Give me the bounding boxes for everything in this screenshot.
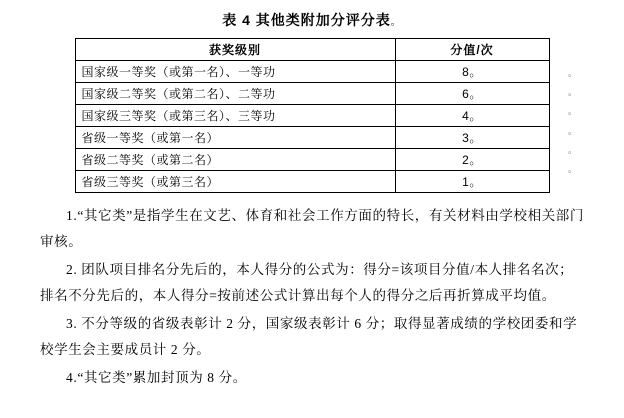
column-header-value: 分值/次 bbox=[395, 39, 549, 61]
cell-category: 省级二等奖（或第二名） bbox=[75, 149, 395, 171]
cell-value: 2。 bbox=[395, 149, 549, 171]
paragraph-4 bbox=[40, 365, 584, 391]
cell-category: 国家级三等奖（或第三名）、三等功 bbox=[75, 105, 395, 127]
body-text bbox=[40, 203, 584, 391]
cell-value: 3。 bbox=[395, 127, 549, 149]
table-row bbox=[75, 61, 549, 83]
cell-value: 8。 bbox=[395, 61, 549, 83]
cell-category: 省级一等奖（或第一名） bbox=[75, 127, 395, 149]
table-header-row bbox=[75, 39, 549, 61]
cell-value: 1。 bbox=[395, 171, 549, 193]
paragraph-3 bbox=[40, 311, 584, 363]
cell-category: 省级三等奖（或第三名） bbox=[75, 171, 395, 193]
table-row bbox=[75, 105, 549, 127]
table-body bbox=[75, 61, 549, 193]
edge-mark: 。 bbox=[568, 68, 578, 78]
scan-edge-marks bbox=[568, 64, 578, 179]
edge-mark: 。 bbox=[568, 164, 578, 175]
table-row bbox=[75, 149, 549, 171]
table-row bbox=[75, 171, 549, 193]
edge-mark: 。 bbox=[568, 144, 578, 155]
paragraph-2 bbox=[40, 257, 584, 309]
table-row bbox=[75, 83, 549, 105]
paragraph-3-text: 3. 不分等级的省级表彰计 2 分，国家级表彰计 6 分；取得显著成绩的学校团委和学校学生会主要成员计 2 分。 bbox=[40, 316, 578, 357]
cell-value: 4。 bbox=[395, 105, 549, 127]
score-table bbox=[75, 38, 550, 193]
edge-mark: 。 bbox=[568, 87, 578, 98]
paragraph-4-text: 4.“其它类”累加封顶为 8 分。 bbox=[66, 370, 247, 385]
paragraph-2-text: 2. 团队项目排名分先后的，本人得分的公式为：得分=该项目分值/本人排名名次；排名不分先后的，本人得分=按前述公式计算出每个人的得分之后再折算成平均值。 bbox=[40, 262, 574, 303]
paragraph-1-text: 1.“其它类”是指学生在文艺、体育和社会工作方面的特长，有关材料由学校相关部门审核。 bbox=[40, 208, 585, 249]
cell-category: 国家级二等奖（或第二名）、二等功 bbox=[75, 83, 395, 105]
page-title bbox=[40, 10, 584, 30]
cell-category: 国家级一等奖（或第一名）、一等功 bbox=[75, 61, 395, 83]
page-title-text: 表 4 其他类附加分评分表 bbox=[222, 12, 391, 28]
edge-mark: 。 bbox=[568, 125, 578, 136]
column-header-category: 获奖级别 bbox=[75, 39, 395, 61]
edge-mark: 。 bbox=[568, 106, 578, 117]
page-title-tail: 。 bbox=[390, 17, 402, 28]
score-table-wrapper bbox=[40, 38, 584, 193]
paragraph-1 bbox=[40, 203, 584, 255]
table-head bbox=[75, 39, 549, 61]
cell-value: 6。 bbox=[395, 83, 549, 105]
table-row bbox=[75, 127, 549, 149]
